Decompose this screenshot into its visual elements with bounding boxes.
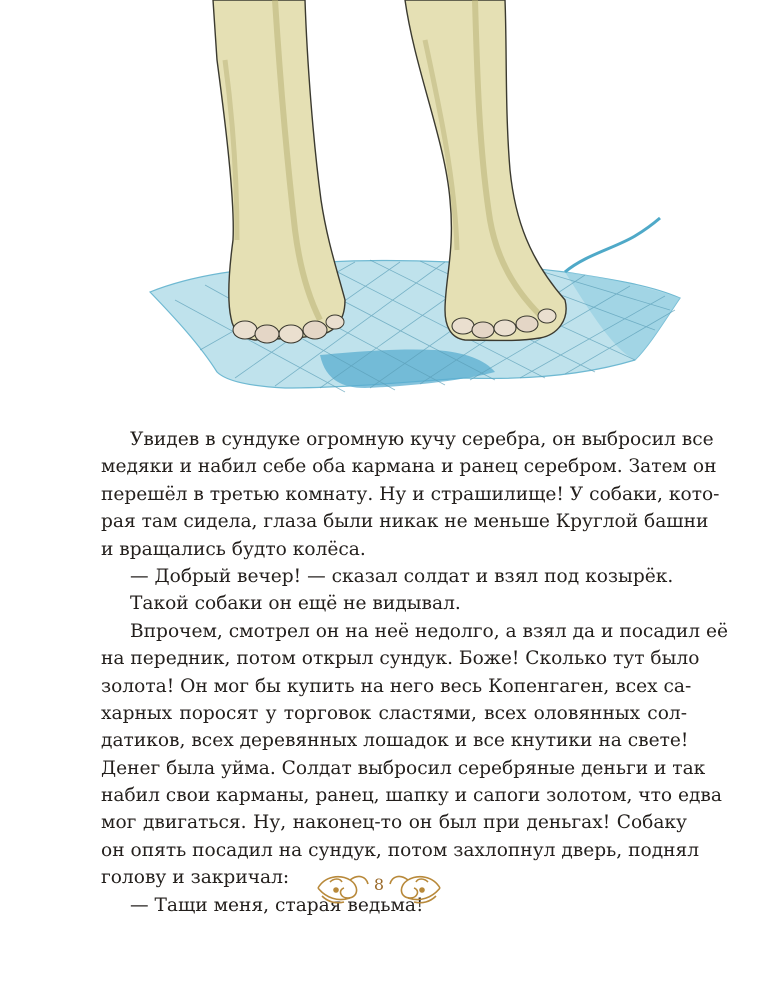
left-ornament-icon [318,877,368,903]
text-line: золота! Он мог бы купить на него весь Копенгаген, всех са- [101,675,692,697]
text-line: харных поросят у торговок сластями, всех оловянных сол- [101,702,687,724]
story-text [101,426,728,919]
text-line: Впрочем, смотрел он на неё недолго, а взял да и посадил её [130,620,728,642]
text-line: набил свои карманы, ранец, шапку и сапоги золотом, что едва [101,785,722,807]
text-line: голову и закричал: [101,867,290,889]
page-number: 8 [373,875,385,894]
text-line: медяки и набил себе оба кармана и ранец серебром. Затем он [101,456,717,478]
text-line: и вращались будто колёса. [101,538,366,560]
text-line: Денег была уйма. Солдат выбросил серебряные деньги и так [101,757,706,779]
text-line: на передник, потом открыл сундук. Боже! Сколько тут было [101,648,700,670]
text-line: Такой собаки он ещё не видывал. [130,593,461,615]
dog-paws-illustration [145,0,685,400]
text-line: он опять посадил на сундук, потом захлопнул дверь, поднял [101,839,700,861]
text-line: датиков, всех деревянных лошадок и все кнутики на свете! [101,730,689,752]
text-line: перешёл в третью комнату. Ну и страшилище! У собаки, кото- [101,483,720,505]
left-paw [213,0,345,343]
text-line: Увидев в сундуке огромную кучу серебра, он выбросил все [130,429,714,450]
text-line: — Тащи меня, старая ведьма! [130,894,424,916]
text-line: — Добрый вечер! — сказал солдат и взял под козырёк. [130,565,674,587]
text-line: мог двигаться. Ну, наконец-то он был при деньгах! Собаку [101,812,687,834]
text-line: рая там сидела, глаза были никак не меньше Круглой башни [101,511,709,533]
right-ornament-icon [390,877,440,903]
